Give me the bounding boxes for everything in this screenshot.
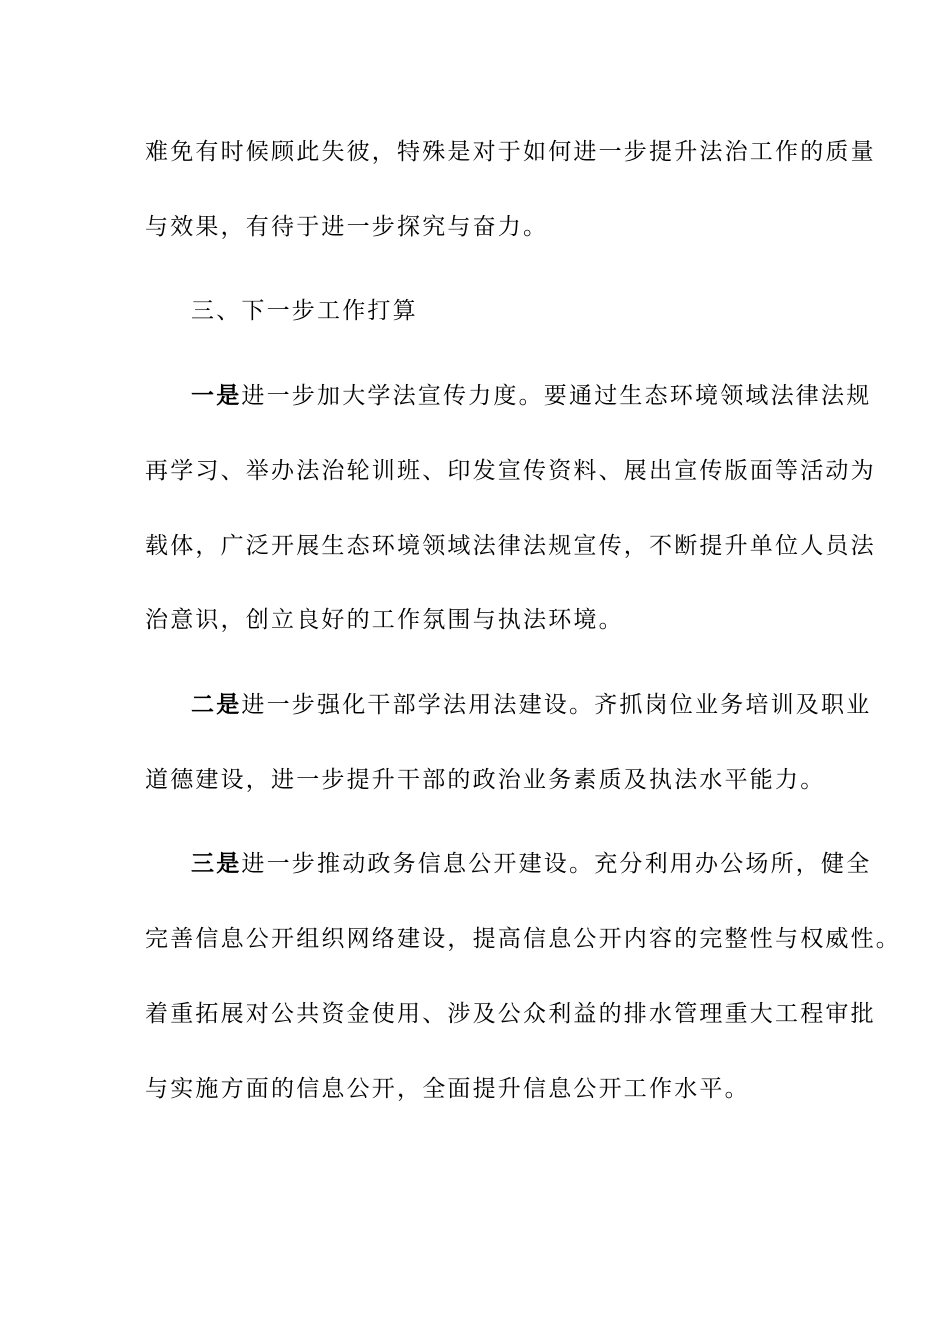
body-text-line: 治意识，创立良好的工作氛围与执法环境。 xyxy=(145,607,624,633)
paragraph-lead: 一是 xyxy=(191,382,242,409)
paragraph-text: 进一步强化干部学法用法建设。齐抓岗位业务培训及职业 xyxy=(241,692,872,718)
paragraph-first-line xyxy=(191,381,871,411)
body-text-line: 难免有时候顾此失彼，特殊是对于如何进一步提升法治工作的质量 xyxy=(145,139,876,165)
body-text-line: 道德建设，进一步提升干部的政治业务素质及执法水平能力。 xyxy=(145,767,826,793)
body-text-line: 着重拓展对公共资金使用、涉及公众利益的排水管理重大工程审批 xyxy=(145,1001,876,1027)
body-text-line: 与效果，有待于进一步探究与奋力。 xyxy=(145,214,549,240)
paragraph-lead: 二是 xyxy=(191,691,242,718)
body-text-line: 载体，广泛开展生态环境领域法律法规宣传，不断提升单位人员法 xyxy=(145,533,876,559)
paragraph-first-line xyxy=(191,690,871,720)
paragraph-text: 进一步推动政务信息公开建设。充分利用办公场所，健全 xyxy=(241,851,872,877)
paragraph-text: 进一步加大学法宣传力度。要通过生态环境领域法律法规 xyxy=(241,383,872,409)
paragraph-lead: 三是 xyxy=(191,850,242,877)
body-text-line: 完善信息公开组织网络建设，提高信息公开内容的完整性与权威性。 xyxy=(145,926,901,952)
body-text-line: 再学习、举办法治轮训班、印发宣传资料、展出宣传版面等活动为 xyxy=(145,458,876,484)
paragraph-first-line xyxy=(191,849,871,879)
body-text-line: 与实施方面的信息公开，全面提升信息公开工作水平。 xyxy=(145,1076,750,1102)
section-heading: 三、下一步工作打算 xyxy=(191,298,418,324)
